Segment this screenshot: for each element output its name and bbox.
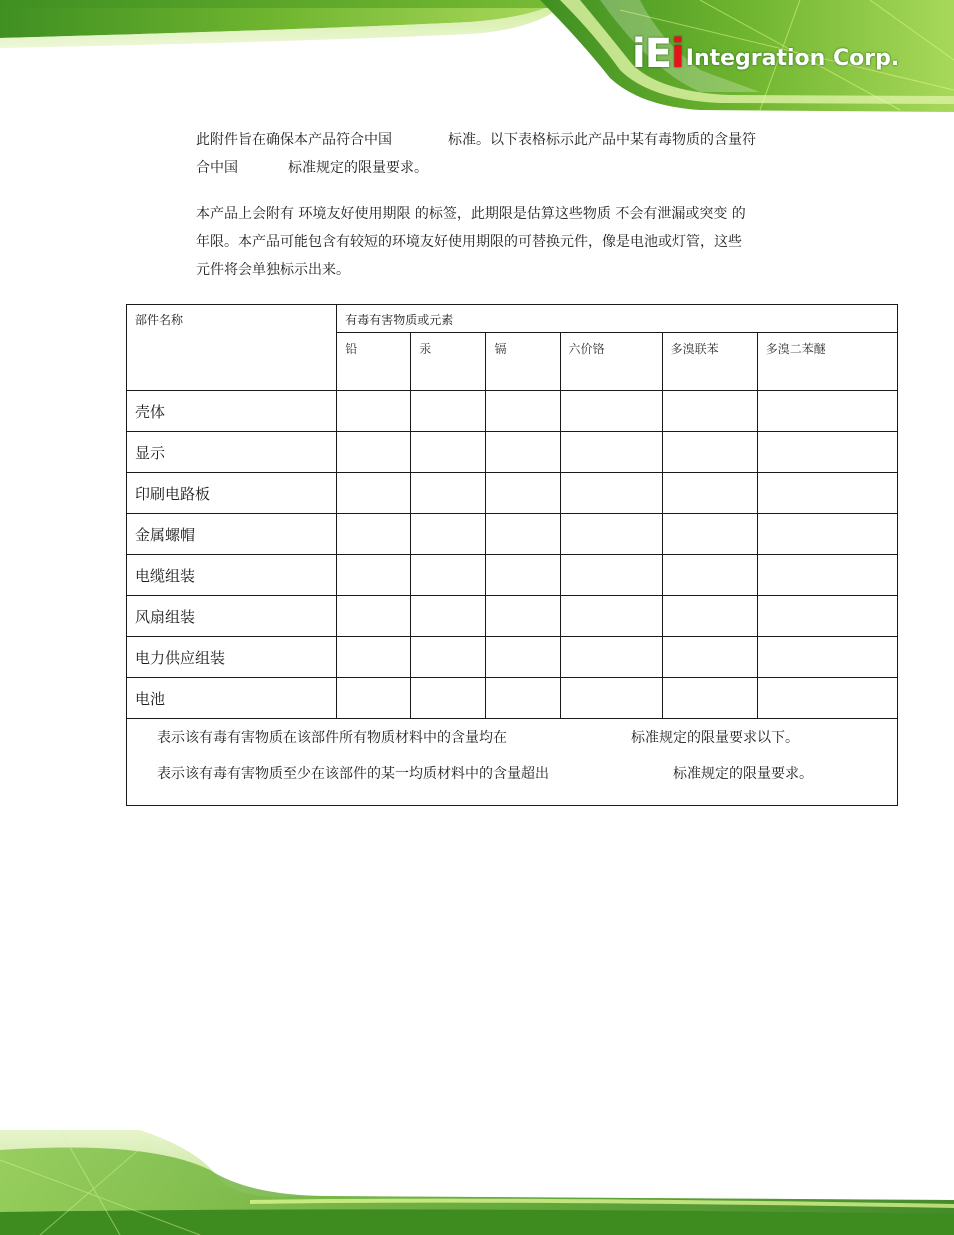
intro-paragraph-1 xyxy=(196,126,821,182)
table-cell xyxy=(337,514,411,555)
part-name-cell: 电缆组装 xyxy=(127,555,337,596)
table-cell xyxy=(337,596,411,637)
part-name-cell: 金属螺帽 xyxy=(127,514,337,555)
table-cell xyxy=(757,391,897,432)
table-cell xyxy=(486,596,560,637)
table-row xyxy=(127,596,898,637)
note-exceeds-limit: 表示该有毒有害物质至少在该部件的某一均质材料中的含量超出 标准规定的限量要求。 xyxy=(157,766,813,782)
table-row xyxy=(127,678,898,719)
intro-line: 元件将会单独标示出来。 xyxy=(196,262,350,278)
table-cell xyxy=(560,432,662,473)
table-cell xyxy=(757,678,897,719)
table-cell xyxy=(757,596,897,637)
part-name-header: 部件名称 xyxy=(127,305,337,391)
table-cell xyxy=(486,391,560,432)
part-name-cell: 电池 xyxy=(127,678,337,719)
logo-name: Integration Corp. xyxy=(685,46,900,71)
substance-group-header: 有毒有害物质或元素 xyxy=(337,305,898,333)
table-cell xyxy=(560,555,662,596)
table-cell xyxy=(486,432,560,473)
table-cell xyxy=(662,391,757,432)
table-cell xyxy=(560,596,662,637)
table-cell xyxy=(411,596,486,637)
note-below-limit: 表示该有毒有害物质在该部件所有物质材料中的含量均在 标准规定的限量要求以下。 xyxy=(157,730,799,746)
intro-line: 此附件旨在确保本产品符合中国 标准。以下表格标示此产品中某有毒物质的含量符 xyxy=(196,132,756,148)
table-cell xyxy=(486,637,560,678)
table-cell xyxy=(337,391,411,432)
table-cell xyxy=(560,637,662,678)
table-row xyxy=(127,391,898,432)
header-banner xyxy=(0,0,954,112)
table-cell xyxy=(486,678,560,719)
intro-line: 年限。本产品可能包含有较短的环境友好使用期限的可替换元件，像是电池或灯管，这些 xyxy=(196,234,742,250)
table-cell xyxy=(662,596,757,637)
table-cell xyxy=(411,678,486,719)
table-cell xyxy=(757,432,897,473)
part-name-cell: 电力供应组装 xyxy=(127,637,337,678)
hazardous-substance-table xyxy=(126,304,898,806)
table-cell xyxy=(337,432,411,473)
table-cell xyxy=(411,514,486,555)
intro-paragraph-2 xyxy=(196,200,821,284)
table-cell xyxy=(757,473,897,514)
table-cell xyxy=(411,432,486,473)
table-cell xyxy=(560,473,662,514)
substance-header: 镉 xyxy=(486,333,560,391)
substance-header: 多溴二苯醚 xyxy=(757,333,897,391)
table-cell xyxy=(662,514,757,555)
table-row xyxy=(127,637,898,678)
table-cell xyxy=(662,678,757,719)
table-cell xyxy=(337,678,411,719)
table-cell xyxy=(486,514,560,555)
table-row xyxy=(127,473,898,514)
company-logo xyxy=(632,26,900,77)
table-cell xyxy=(662,555,757,596)
table-cell xyxy=(486,555,560,596)
part-name-cell: 壳体 xyxy=(127,391,337,432)
table-notes xyxy=(127,719,898,806)
table-notes-row xyxy=(127,719,898,806)
table-cell xyxy=(560,514,662,555)
footer-graphic xyxy=(0,1130,954,1235)
table-cell xyxy=(411,473,486,514)
substance-header: 多溴联苯 xyxy=(662,333,757,391)
part-name-cell: 显示 xyxy=(127,432,337,473)
footer-banner xyxy=(0,1130,954,1235)
intro-line: 合中国 标准规定的限量要求。 xyxy=(196,160,428,176)
table-cell xyxy=(662,473,757,514)
substance-header: 六价铬 xyxy=(560,333,662,391)
substance-header: 铅 xyxy=(337,333,411,391)
table-row xyxy=(127,555,898,596)
table-cell xyxy=(662,432,757,473)
table-cell xyxy=(662,637,757,678)
table-row xyxy=(127,432,898,473)
table-cell xyxy=(757,555,897,596)
table-cell xyxy=(337,555,411,596)
table-cell xyxy=(337,637,411,678)
table-cell xyxy=(757,637,897,678)
logo-mark: iEi xyxy=(632,31,684,77)
table-cell xyxy=(560,391,662,432)
table-cell xyxy=(411,637,486,678)
intro-line: 本产品上会附有 环境友好使用期限 的标签，此期限是估算这些物质 不会有泄漏或突变 的 xyxy=(196,206,746,222)
table-cell xyxy=(560,678,662,719)
table-row xyxy=(127,514,898,555)
table-cell xyxy=(486,473,560,514)
table-cell xyxy=(757,514,897,555)
table-cell xyxy=(411,391,486,432)
part-name-cell: 风扇组装 xyxy=(127,596,337,637)
part-name-cell: 印刷电路板 xyxy=(127,473,337,514)
table-cell xyxy=(337,473,411,514)
table-cell xyxy=(411,555,486,596)
substance-header: 汞 xyxy=(411,333,486,391)
